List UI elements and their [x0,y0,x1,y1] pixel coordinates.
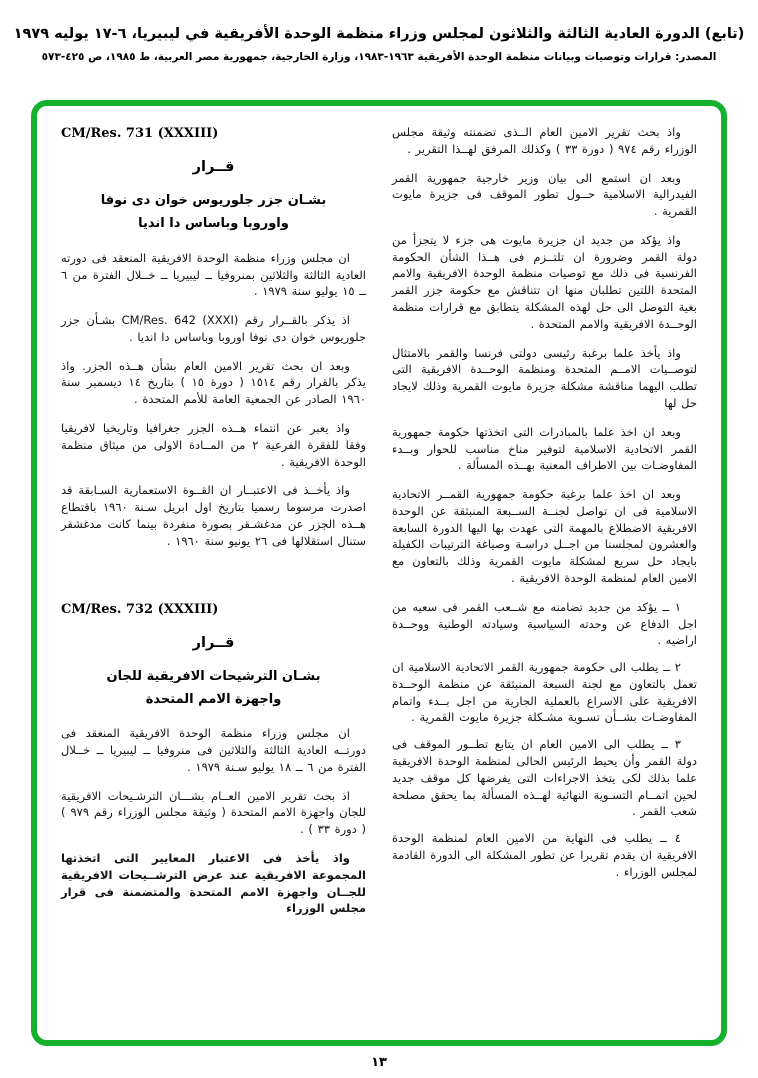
paragraph-comoros-initiatives: وبعد ان اخذ علما بالمبادرات التى اتخذتها حكومة جمهورية القمر الاتحادية الاسلامية لتوفير مناخ مناسب للحوار وبــدء المفاوضـات بين الاطراف المعنية بهــذه المسألة . [392,424,697,473]
res731-recall-resolution-642: اذ يذكر بالقــرار رقم CM/Res. 642 (XXXI) بشـأن جزر جلوريوس خوان دى نوفا اوروبا وباساس دا انديا . [61,313,366,344]
paragraph-mayotte-integral-part: واذ يؤكد من جديد ان جزيرة مايوت هى جزء لا يتجزأ من دولة القمر وضرورة ان تلتــزم فى هــذا الشأن الحكومة الفرنسية فى ذلك مع توصيات منظمة الوحدة الافريقية والامم المتحدة اللتين تطلبان منها ان تتناقش مع حكومة جزر القمر بغية التوصل الى حل لهذه المشكلة يتطابق مع قرارات منظمة الوحــدة الافريقية والامم المتحدة . [392,232,697,331]
res732-preamble-session: ان مجلس وزراء منظمة الوحدة الافريقية المنعقد فى دورتــه العادية الثالثة والثلاثين فى منروفيا ــ ليبيريا ــ خــلال الفترة من ٦ ــ ١٨ يوليو سـنة ١٩٧٩ . [61,726,366,774]
resolution-731-subtitle-line2: واوروبا وباساس دا انديا [138,216,289,232]
paragraph-presidents-wish: واذ يأخذ علما برغبة رئيسى دولتى فرنسا والقمر بالامتثال لتوصــيات الامــم المتحدة ومنظمة الوحــدة الافريقية التى تطلب اليهما مناقشة مشكلة جزيرة مايوت القمرية وذلك لايجاد حل لها [392,345,697,410]
res732-criteria-paragraph: واذ يأخذ فى الاعتبار المعايير التى اتخذتها المجموعة الافريقية عند عرض الترشــيحات الافريقية للجــان واجهزة الامم المتحدة والمتضمنة فى قرار مجلس الوزراء [61,850,366,916]
page-header [0,0,758,63]
paragraph-foreign-minister-statement: وبعد ان استمع الى بيان وزير خارجية جمهورية القمر الفيدرالية الاسلامية حــول تطور الموقف فى جزيرة مايوت القمرية . [392,170,697,219]
header-session-title: (تابع) الدورة العادية الثالثة والثلاثون لمجلس وزراء منظمة الوحدة الأفريقية في ليبيريا، ٦-١٧ يوليه ١٩٧٩ [13,26,745,42]
paragraph-report-examined: واذ بحث تقرير الامين العام الــذى تضمنته وثيقة مجلس الوزراء رقم ٩٧٤ ( دورة ٣٣ ) وكذلك المرفق لهــذا التقرير . [392,125,697,156]
resolution-732-title: قــرار [192,634,235,651]
resolution-731-subtitle-line1: بشـان جزر جلوريوس خوان دى نوفا [100,193,327,208]
res732-report-examined: اذ بحث تقرير الامين العــام بشـــان الترشـيحات الافريقية للجان واجهزة الامم المتحدة ( وثيقة مجلس الوزراء رقم ٩٧٩ ) ( دورة ٣٣ ) . [61,788,366,837]
resolution-731-title: قــرار [192,159,235,175]
resolution-732-subtitle-line1: بشـان الترشيحات الافريقية للجان [106,668,321,684]
resolution-732-subtitle-line2: واجهزة الامم المتحدة [145,691,282,707]
operative-paragraph-2: ٢ ــ يطلب الى حكومة جمهورية القمر الاتحادية الاسلامية ان تعمل بالتعاون مع لجنة السبعة المنبثقة عن منظمة الوحــدة الافريقية على الاسراع بالعملية الجارية من اجل بــدء واتمام المفاوضـات بشــأن تسـوية مشـكلة جزيرة مايوت القمرية . [392,660,697,725]
paragraph-committee-of-seven: وبعد ان اخذ علما برغبة حكومة جمهورية القمــر الاتحادية الاسلامية فى ان تواصل لجنــة الســبعة المنبثقة عن الوحدة الافريقية الاضطلاع بالمهمة التى عهدت بها اليها الدورة السابعة والعشرون لمجلسنا من اجــل دراسـة وصياغة الترتيبات الكفيلة بايجاد حل سريع لمشكلة مايوت القمرية وذلك بالتعاون مع الامين العام لمنظمة الوحدة الافريقية . [392,487,697,585]
operative-paragraph-3: ٣ ــ يطلب الى الامين العام ان يتابع تطــور الموقف فى دولة القمر وأن يحيط الرئيس الحالى لمنظمة الوحدة الافريقية علما بذلك لكى يتخذ الاجراءات التى يفرضها كل موقف جديد لحين اتمــام التسـوية النهائية لهــذه المسألة بما يحقق مصلحة شعب القمر . [392,737,697,819]
header-source-line: المصدر: قرارات وتوصيات وبيانات منظمة الوحدة الأفريقية ١٩٦٣-١٩٨٣، وزارة الخارجية، جمهورية مصر العربية، ط ١٩٨٥، ص ٤٢٥-٥٧٣ [41,51,717,63]
resolution-ref-731: CM/Res. 731 (XXXIII) [61,126,219,141]
operative-paragraph-4: ٤ ــ يطلب فى النهاية من الامين العام لمنظمة الوحدة الافريقية ان يقدم تقريرا عن تطور المشكلة الى الدورة القادمة لمجلس الوزراء . [392,831,697,879]
page-number: ١٣ [371,1055,387,1070]
res731-recall-resolution-1514: وبعد ان بحث تقرير الامين العام بشأن هــذه الجزر. واذ يذكر بالقرار رقم ١٥١٤ ( دورة ١٥ ) بتاريخ ١٤ ديسمبر سنة ١٩٦٠ الصادر عن الجمعية العامة للأمم المتحدة . [61,358,366,407]
res731-preamble-session: ان مجلس وزراء منظمة الوحدة الافريقية المنعقد فى دورته العادية الثالثة والثلاثين بمنروفيا ــ ليبيريا ــ خــلال الفترة من ٦ ــ ١٥ يوليو سنة ١٩٧٩ . [61,250,366,299]
res731-islands-belonging: واذ يعبر عن انتماء هــذه الجزر جغرافيا وتاريخيا لافريقيا وفقا للفقرة الفرعية ٢ من المــادة الاولى من ميثاق منظمة الوحدة الافريقية . [61,421,366,469]
column-left [61,124,366,1030]
column-right [392,124,697,1030]
res731-colonial-decree: واذ يأخــذ فى الاعتبــار ان القــوة الاستعمارية السـابقة قد اصدرت مرسوما رسميا بتاريخ اول ابريل سـنة ١٩٦٠ باقتطاع هــذه الجزر عن مدغشـقر بصورة منفردة بينما كانت مدغشقر ستنال استقلالها فى ٢٦ يونيو سنة ١٩٦٠ . [61,483,366,548]
operative-paragraph-1: ١ ــ يؤكد من جديد تضامنه مع شــعب القمر فى سعيه من اجل الدفاع عن وحدته السياسية وسيادته الوطنية ووحــدة اراضيه . [392,599,697,648]
green-border-frame [31,100,727,1046]
resolution-ref-732: CM/Res. 732 (XXXIII) [61,601,219,617]
